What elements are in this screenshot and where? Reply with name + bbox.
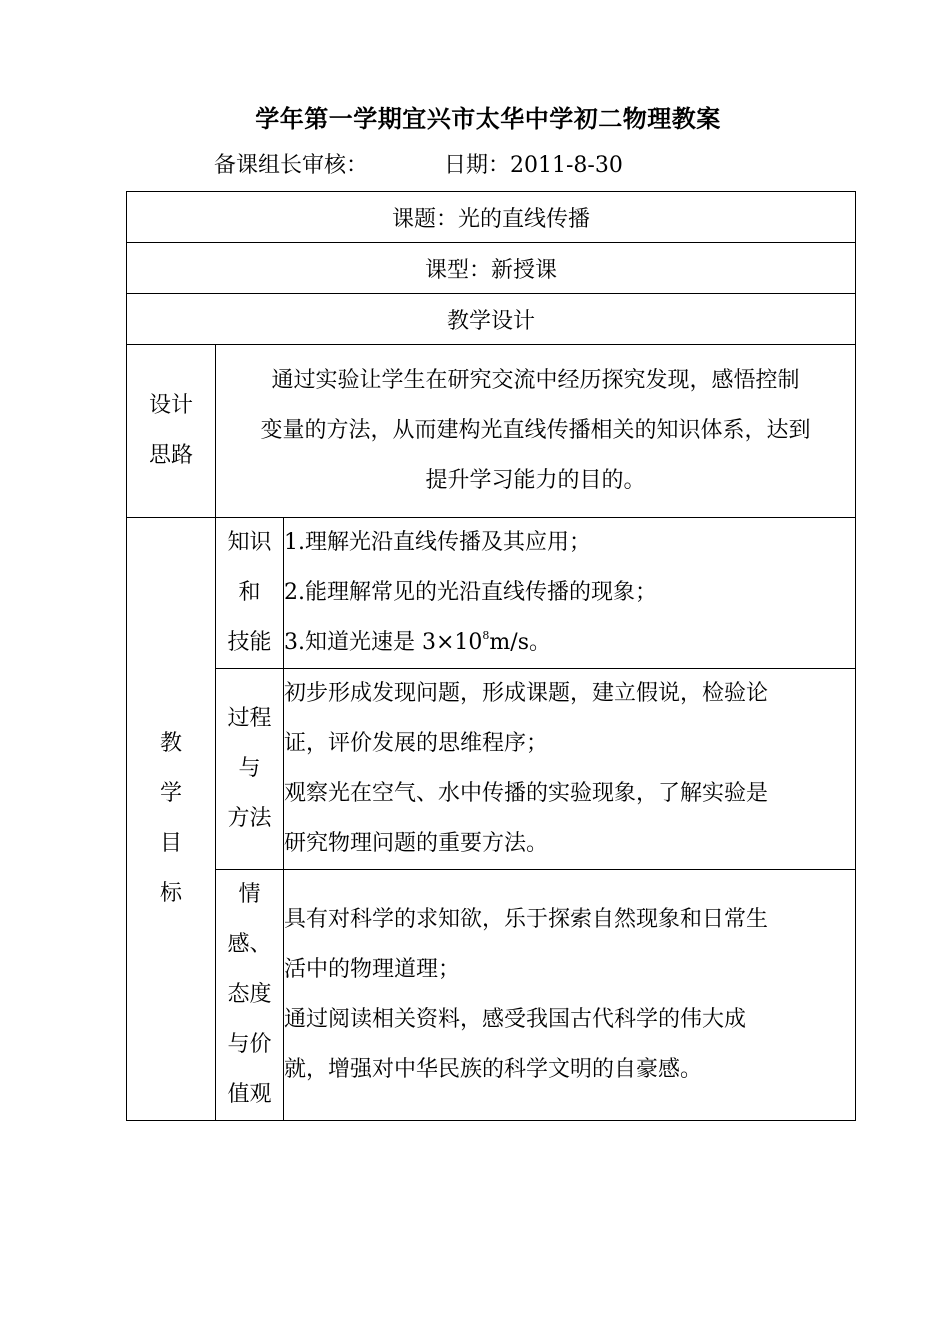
emotion-label-part: 情 xyxy=(238,882,261,907)
emotion-label-part: 与价 xyxy=(227,1032,272,1057)
knowledge-item-2: 2.能理解常见的光沿直线传播的现象； xyxy=(284,580,657,605)
design-idea-label-line1: 设计 xyxy=(148,393,193,418)
knowledge-label-part: 技能 xyxy=(227,630,272,655)
emotion-label-part: 态度 xyxy=(227,982,272,1007)
knowledge-label xyxy=(216,518,284,669)
knowledge-item-1: 1.理解光沿直线传播及其应用； xyxy=(284,530,591,555)
topic-cell: 课题：光的直线传播 xyxy=(127,192,856,243)
lesson-plan-table xyxy=(126,191,856,1121)
process-label-part: 与 xyxy=(238,756,261,781)
emotion-label xyxy=(216,870,284,1121)
emotion-label-part: 感、 xyxy=(227,932,272,957)
design-idea-content xyxy=(216,345,856,518)
objectives-label-char: 教 xyxy=(159,731,182,756)
process-line-1: 初步形成发现问题，形成课题，建立假说，检验论 xyxy=(284,681,769,706)
knowledge-content xyxy=(284,518,856,669)
objectives-label-char: 标 xyxy=(159,881,182,906)
knowledge-item-3-exponent: 8 xyxy=(482,629,490,642)
knowledge-label-part: 和 xyxy=(238,580,261,605)
knowledge-label-part: 知识 xyxy=(227,530,272,555)
design-idea-line3: 提升学习能力的目的。 xyxy=(425,468,646,493)
objectives-label-char: 目 xyxy=(159,831,182,856)
knowledge-item-3 xyxy=(284,618,855,668)
reviewer-label: 备课组长审核： xyxy=(214,153,369,178)
emotion-line-2: 活中的物理道理； xyxy=(284,957,461,982)
lesson-type-cell: 课型：新授课 xyxy=(127,243,856,294)
document-title: 学年第一学期宜兴市太华中学初二物理教案 xyxy=(255,105,721,133)
emotion-line-3: 通过阅读相关资料，感受我国古代科学的伟大成 xyxy=(284,1007,747,1032)
design-idea-label xyxy=(127,345,216,518)
design-idea-label-line2: 思路 xyxy=(148,443,193,468)
knowledge-item-3-pre: 3.知道光速是 3×10 xyxy=(284,630,483,655)
knowledge-item-3-post: m/s。 xyxy=(489,630,551,655)
emotion-line-4: 就，增强对中华民族的科学文明的自豪感。 xyxy=(284,1057,703,1082)
objectives-label-char: 学 xyxy=(159,781,182,806)
design-idea-line2: 变量的方法，从而建构光直线传播相关的知识体系，达到 xyxy=(260,418,811,443)
emotion-content xyxy=(284,870,856,1121)
objectives-label xyxy=(127,518,216,1121)
emotion-line-1: 具有对科学的求知欲，乐于探索自然现象和日常生 xyxy=(284,907,769,932)
process-label-part: 过程 xyxy=(227,706,272,731)
process-line-3: 观察光在空气、水中传播的实验现象，了解实验是 xyxy=(284,781,769,806)
process-label xyxy=(216,669,284,870)
design-idea-line1: 通过实验让学生在研究交流中经历探究发现，感悟控制 xyxy=(271,368,800,393)
process-label-part: 方法 xyxy=(227,806,272,831)
process-line-2: 证，评价发展的思维程序； xyxy=(284,731,549,756)
emotion-label-part: 值观 xyxy=(227,1082,272,1107)
process-line-4: 研究物理问题的重要方法。 xyxy=(284,831,549,856)
process-content xyxy=(284,669,856,870)
design-heading-cell: 教学设计 xyxy=(127,294,856,345)
date-label: 日期：2011-8-30 xyxy=(444,153,623,178)
